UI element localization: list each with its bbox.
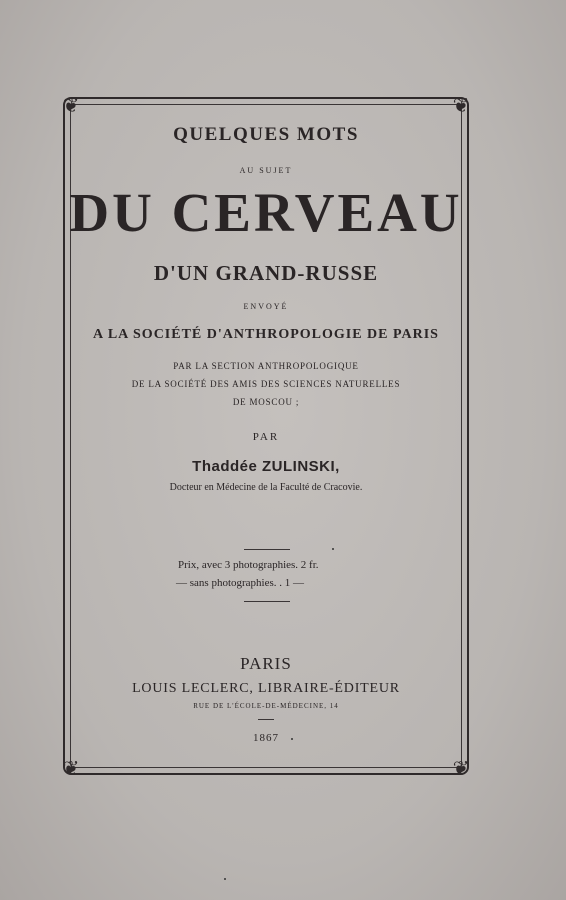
author-name: Thaddée ZULINSKI, (192, 458, 340, 475)
section-line-2: DE LA SOCIÉTÉ DES AMIS DES SCIENCES NATURELLES (131, 379, 401, 389)
title-line-4: D'UN GRAND-RUSSE (153, 261, 379, 285)
publisher-name: LOUIS LECLERC, LIBRAIRE-ÉDITEUR (132, 681, 400, 696)
print-speck (332, 548, 334, 550)
title-line-2: AU SUJET (239, 166, 293, 175)
price-line-1: Prix, avec 3 photographies. 2 fr. (178, 559, 319, 571)
title-line-6: A LA SOCIÉTÉ D'ANTHROPOLOGIE DE PARIS (93, 327, 439, 342)
publication-year: 1867 (253, 732, 279, 744)
corner-ornament-icon: ❦ (452, 93, 470, 117)
divider (244, 601, 290, 602)
print-speck (291, 738, 293, 740)
section-line-3: DE MOSCOU ; (232, 397, 300, 407)
corner-ornament-icon: ❦ (62, 93, 80, 117)
section-line-1: PAR LA SECTION ANTHROPOLOGIQUE (173, 361, 359, 371)
divider (258, 719, 274, 720)
title-line-1: QUELQUES MOTS (173, 124, 359, 145)
print-speck (224, 878, 226, 880)
price-line-2: — sans photographies. . 1 — (176, 577, 305, 589)
title-line-5: ENVOYÉ (243, 302, 289, 311)
publisher-city: PARIS (240, 654, 292, 673)
author-credential: Docteur en Médecine de la Faculté de Cracovie. (169, 482, 363, 493)
author-by: PAR (252, 431, 280, 443)
main-title: DU CERVEAU (69, 182, 463, 243)
corner-ornament-icon: ❦ (452, 756, 470, 780)
divider (244, 549, 290, 550)
publisher-address: RUE DE L'ÉCOLE-DE-MÉDECINE, 14 (193, 702, 339, 710)
corner-ornament-icon: ❦ (62, 756, 80, 780)
